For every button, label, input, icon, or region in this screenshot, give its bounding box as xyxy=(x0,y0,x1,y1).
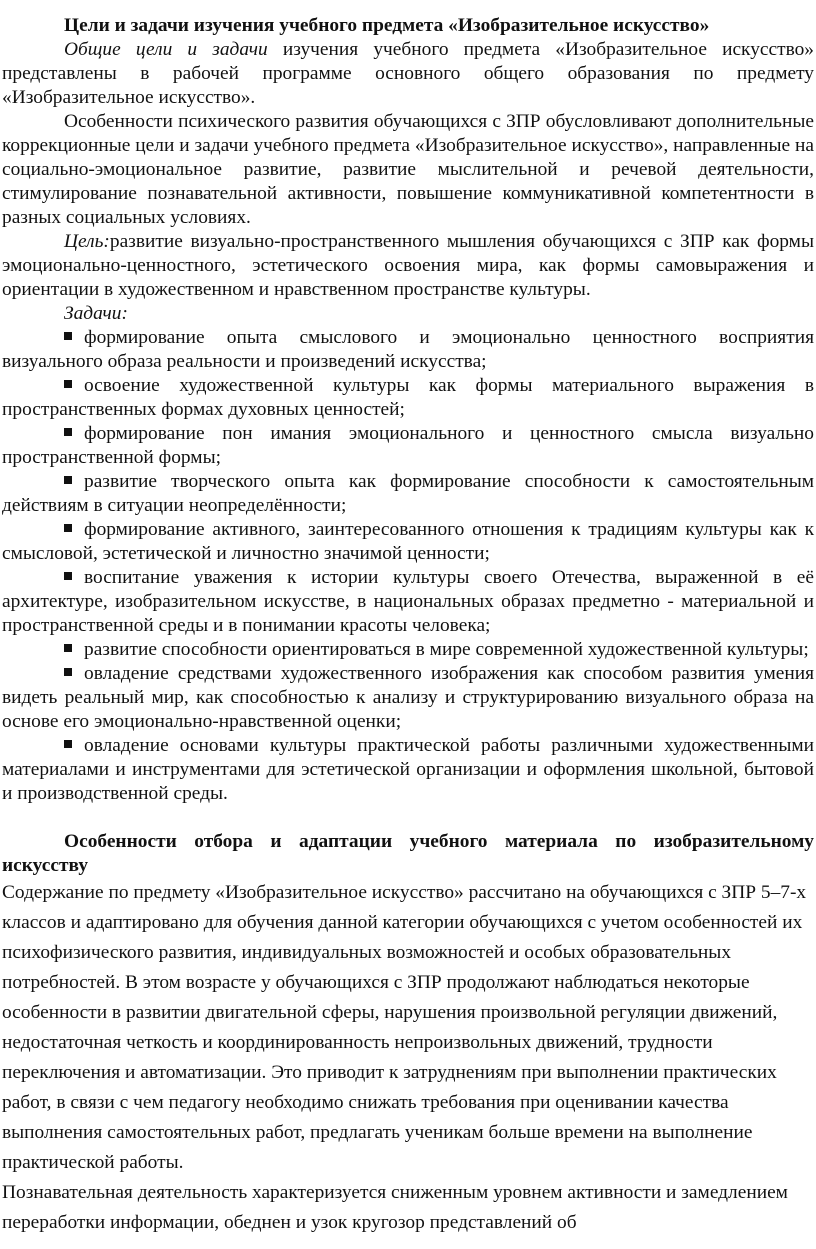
goal-label: Цель: xyxy=(64,231,110,252)
list-item: формирование опыта смыслового и эмоционально ценностного восприятия визуального образа реальности и произведений искусства; xyxy=(2,327,814,372)
goal-text: развитие визуально-пространственного мышления обучающихся с ЗПР как формы эмоционально-ценностного, эстетического освоения мира, как формы самовыражения и ориентации в художественном и нравственном пространстве культуры. xyxy=(2,231,814,300)
list-item: овладение основами культуры практической работы различными художественными материалами и инструментами для эстетической организации и оформления школьной, бытовой и производственной среды. xyxy=(2,735,814,804)
list-item: развитие творческого опыта как формирование способности к самостоятельным действиям в ситуации неопределённости; xyxy=(2,471,814,516)
paragraph-features: Особенности психического развития обучающихся с ЗПР обусловливают дополнительные коррекционные цели и задачи учебного предмета «Изобразительное искусство», направленные на социально-эмоциональное развитие, развитие мыслительной и речевой деятельности, стимулирование познавательной активности, повышение коммуникативной компетентности в разных социальных условиях. xyxy=(2,111,814,228)
list-item: овладение средствами художественного изображения как способом развития умения видеть реальный мир, как способностью к анализу и структурированию визуального образа на основе его эмоционально-нравственной оценки; xyxy=(2,663,814,732)
list-item: развитие способности ориентироваться в мире современной художественной культуры; xyxy=(2,638,814,662)
section-title-goals: Цели и задачи изучения учебного предмета «Изобразительное искусство» xyxy=(64,15,710,36)
square-bullet-icon xyxy=(64,644,72,652)
section-spacer xyxy=(2,806,814,830)
square-bullet-icon xyxy=(64,740,72,748)
paragraph-goal xyxy=(2,230,814,302)
square-bullet-icon xyxy=(64,524,72,532)
square-bullet-icon xyxy=(64,572,72,580)
list-item: формирование пон имания эмоционального и ценностного смысла визуально пространственной формы; xyxy=(2,423,814,468)
square-bullet-icon xyxy=(64,476,72,484)
square-bullet-icon xyxy=(64,668,72,676)
square-bullet-icon xyxy=(64,428,72,436)
paragraph-general-goals xyxy=(2,38,814,110)
list-item: освоение художественной культуры как формы материального выражения в пространственных формах духовных ценностей; xyxy=(2,375,814,420)
tasks-label: Задачи: xyxy=(64,303,128,324)
general-goals-text: изучения учебного предмета «Изобразительное искусство» представлены в рабочей программе основного общего образования по предмету «Изобразительное искусство». xyxy=(2,39,814,108)
square-bullet-icon xyxy=(64,332,72,340)
square-bullet-icon xyxy=(64,380,72,388)
list-item: формирование активного, заинтересованного отношения к традициям культуры как к смысловой, эстетической и личностно значимой ценности; xyxy=(2,519,814,564)
tasks-list xyxy=(2,326,814,806)
general-goals-label: Общие цели и задачи xyxy=(64,39,268,60)
adaptation-body xyxy=(2,878,814,1238)
paragraph-cognitive: Познавательная деятельность характеризуется сниженным уровнем активности и замедлением переработки информации, обеднен и узок кругозор представлений об xyxy=(2,1182,788,1233)
section-title-adaptation: Особенности отбора и адаптации учебного материала по изобразительному искусству xyxy=(2,831,814,876)
list-item: воспитание уважения к истории культуры своего Отечества, выраженной в её архитектуре, изобразительном искусстве, в национальных образах предметно - материальной и пространственной среды и в понимании красоты человека; xyxy=(2,567,814,636)
paragraph-content: Содержание по предмету «Изобразительное искусство» рассчитано на обучающихся с ЗПР 5–7-х классов и адаптировано для обучения данной категории обучающихся с учетом особенностей их психофизического развития, индивидуальных возможностей и особых образовательных потребностей. В этом возрасте у обучающихся с ЗПР продолжают наблюдаться некоторые особенности в развитии двигательной сферы, нарушения произвольной регуляции движений, недостаточная четкость и координированность непроизвольных движений, трудности переключения и автоматизации. Это приводит к затруднениям при выполнении практических работ, в связи с чем педагогу необходимо снижать требования при оценивании качества выполнения самостоятельных работ, предлагать ученикам больше времени на выполнение практической работы. xyxy=(2,882,807,1173)
